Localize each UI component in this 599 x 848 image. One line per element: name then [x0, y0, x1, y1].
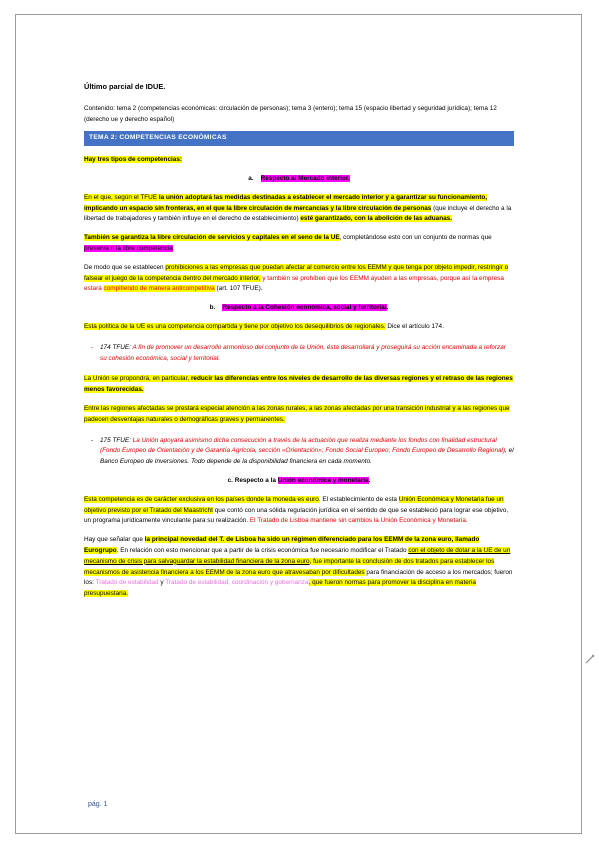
subheading-b: b. Respecto a la Cohesión económica, social y territorial.	[209, 304, 389, 312]
paragraph-regiones: Entre las regiones afectadas se prestará especial atención a las zonas rurales, a las zonas afectadas por una transición industrial y a las regiones que padecen desventajas naturales o demográficas graves y permanentes.	[84, 404, 510, 423]
document-body	[84, 82, 514, 600]
quote-174: - 174 TFUE: A fin de promover un desarrollo armonioso del conjunto de la Unión, ésta desarrollará y proseguirá su acción encaminada a reforzar su cohesión económica, social y territorial.	[91, 343, 506, 362]
paragraph-servicios: También se garantiza la libre circulación de servicios y capitales en el seno de la UE, completándose esto con un conjunto de normas que preserva n la libre competencia.	[84, 234, 492, 252]
paragraph-cohesion: Esta política de la UE es una competencia compartida y tiene por objetivo los desequilibrios de regionales. Dice el artículo 174.	[84, 322, 444, 330]
pen-icon[interactable]	[585, 654, 595, 664]
contenido-paragraph: Contenido: tema 2 (competencias económicas: circulación de personas); tema 3 (entero); tema 15 (espacio libertad y seguridad jurídica); tema 12 (derecho ue y derecho español)	[84, 104, 497, 123]
paragraph-lisboa: Hay que señalar que la principal novedad del T. de Lisboa ha sido un régimen diferenciado para los EEMM de la zona euro, llamado Eurogrupo. En relación con esto mencionar que a partir de la crisis económica fue necesario modificar el Tratado con el objeto de dotar a la UE de un mecanismo de crisis para salvaguardar la estabilidad financiera de la zona euro, fue importante la conclusión de dos tratados para establecer los mecanismos de asistencia financiera a los EEMM de la zona euro que atravesaban por dificultades para financiación de acceso a los mercados; fueron los: Tratado de estabilidad y Tratado de estabilidad, coordinación y gobernanza, que fueron normas para promover la disciplina en materia presupuestaria.	[84, 536, 513, 598]
page-number: pág. 1	[88, 801, 108, 808]
paragraph-mercado: En el que, según el TFUE la unión adoptará las medidas destinadas a establecer el mercado interior y a garantizar su funcionamiento, implicando un espacio sin fronteras, en el que la libre circulación de mercancías y la libre circulación de personas (que incluye el derecho a la libertad de trabajadores y también influye en el derecho de establecimiento) esté garantizado, con la abolición de las aduanas.	[84, 193, 512, 223]
paragraph-reducir: La Unión se propondrá, en particular, reducir las diferencias entre los niveles de desarrollo de las diversas regiones y el retraso de las regiones menos favorecidas.	[84, 375, 513, 394]
section-heading: TEMA 2: COMPETENCIAS ECONÓMICAS	[84, 131, 514, 146]
paragraph-uem: Esta competencia es de carácter exclusiva en los países donde la moneda es euro. El establecimiento de esta Unión Económica y Monetaria fue un objetivo previsto por el Tratado del Maastricht que contó con una sólida regulación jurídica en el sentido de que se estableció para lograr ese objetivo, un programa jurídicamente vinculante para su realización. El Tratado de Lisboa mantiene sin cambios la Unión Económica y Monetaria.	[84, 495, 509, 525]
subheading-c: c. Respecto a la Unión económica y monetaria.	[227, 476, 371, 484]
hay-tres-line: Hay tres tipos de competencias:	[84, 156, 183, 164]
quote-175: - 175 TFUE: La Unión apoyará asimismo dicha consecución a través de la actuación que realiza mediante los fondos con finalidad estructural (Fondo Europeo de Orientación y de Garantía Agrícola, sección «Orientación»; Fondo Social Europeo; Fondo Europeo de Desarrollo Regional), el Banco Europeo de Inversiones. Todo depende de la disponibilidad financiera en cada momento.	[91, 436, 514, 466]
subheading-a: a. Respecto al Mercado interior.	[248, 174, 350, 182]
doc-title: Último parcial de IDUE.	[84, 82, 166, 91]
paragraph-prohibiciones: De modo que se establecen prohibiciones a las empresas que puedan afectar al comercio entre los EEMM y que tenga por objeto impedir, restringir o falsear el juego de la competencia dentro del mercado interior, y también se prohíben que los EEMM ayuden a las empresas, porque así la empresa estará compitiendo de manera anticompetitiva (art. 107 TFUE).	[84, 263, 509, 293]
